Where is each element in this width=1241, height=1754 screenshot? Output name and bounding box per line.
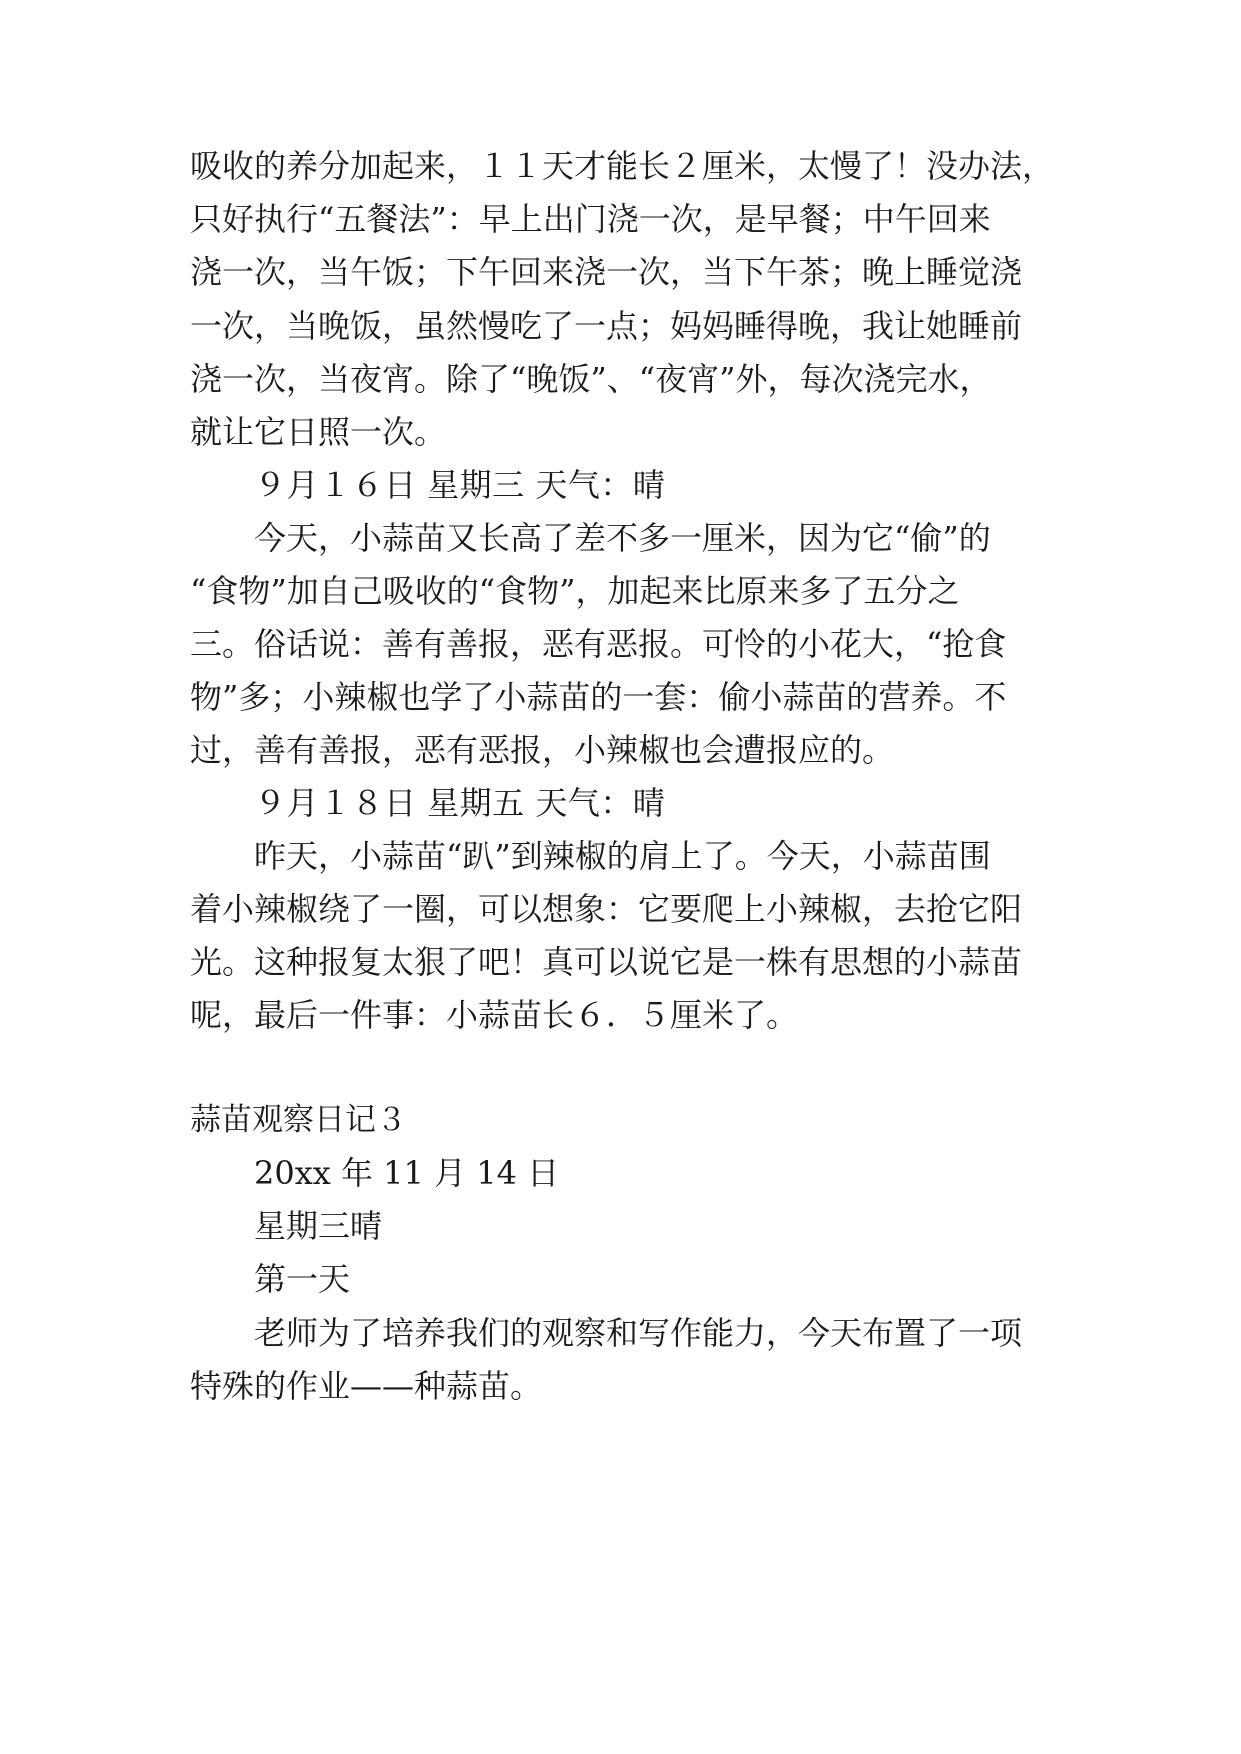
paragraph-line: 着小辣椒绕了一圈，可以想象：它要爬上小辣椒，去抢它阳 <box>190 890 1023 928</box>
entry-weekday-weather: 星期三晴 <box>254 1207 383 1245</box>
paragraph-line: 呢，最后一件事：小蒜苗长６．５厘米了。 <box>190 996 799 1034</box>
paragraph-line: 光。这种报复太狠了吧！真可以说它是一株有思想的小蒜苗 <box>190 943 1023 981</box>
paragraph-line: 今天，小蒜苗又长高了差不多一厘米，因为它“偷”的 <box>254 519 991 557</box>
paragraph-line: 浇一次，当夜宵。除了“晚饭”、“夜宵”外，每次浇完水， <box>190 360 992 398</box>
paragraph-line: 一次，当晚饭，虽然慢吃了一点；妈妈睡得晚，我让她睡前 <box>190 307 1023 345</box>
entry-day: 第一天 <box>254 1260 351 1298</box>
paragraph-line: 浇一次，当午饭；下午回来浇一次，当下午茶；晚上睡觉浇 <box>190 253 1023 291</box>
paragraph-line: 只好执行“五餐法”：早上出门浇一次，是早餐；中午回来 <box>190 200 991 238</box>
paragraph-line: 吸收的养分加起来，１１天才能长２厘米，太慢了！没办法， <box>190 147 1055 185</box>
entry-date: 20xx 年 11 月 14 日 <box>254 1154 560 1192</box>
entry-date-sep16: ９月１６日 星期三 天气：晴 <box>254 466 666 504</box>
paragraph-line: 三。俗话说：善有善报，恶有恶报。可怜的小花大，“抢食 <box>190 625 1007 663</box>
paragraph-line: 特殊的作业——种蒜苗。 <box>190 1367 543 1405</box>
section-title: 蒜苗观察日记３ <box>190 1102 407 1138</box>
paragraph-line: 老师为了培养我们的观察和写作能力，今天布置了一项 <box>254 1314 1023 1352</box>
paragraph-line: 就让它日照一次。 <box>190 413 447 451</box>
paragraph-line: 昨天，小蒜苗“趴”到辣椒的肩上了。今天，小蒜苗围 <box>254 837 991 875</box>
entry-date-sep18: ９月１８日 星期五 天气：晴 <box>254 784 666 822</box>
paragraph-line: 物”多；小辣椒也学了小蒜苗的一套：偷小蒜苗的营养。不 <box>190 678 1007 716</box>
paragraph-line: “食物”加自己吸收的“食物”，加起来比原来多了五分之 <box>190 572 960 610</box>
paragraph-line: 过，善有善报，恶有恶报，小辣椒也会遭报应的。 <box>190 731 895 769</box>
